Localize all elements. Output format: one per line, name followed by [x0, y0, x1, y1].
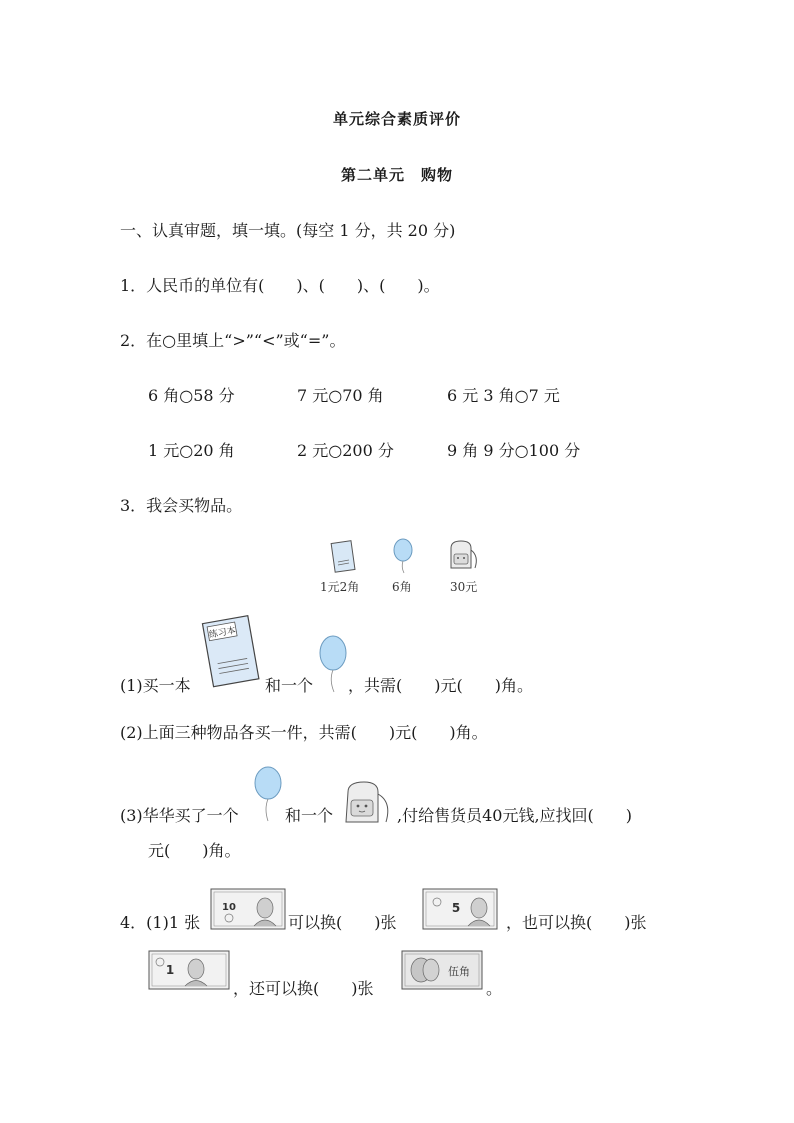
section-heading: 一、认真审题，填一填。(每空 1 分，共 20 分) [120, 221, 456, 240]
compare-item: 2 元○200 分 [297, 441, 394, 460]
q4-part1-d: ，还可以换( )张 [233, 979, 374, 998]
price-label: 6角 [392, 580, 412, 594]
compare-item: 6 元 3 角○7 元 [447, 386, 560, 405]
question-3-prompt: 3．我会买物品。 [120, 496, 243, 515]
notebook-label: 练习本 [208, 626, 237, 641]
unit-subtitle: 第二单元 购物 [340, 166, 453, 184]
q3-part3-a: (3)华华买了一个 [120, 806, 239, 825]
compare-item: 7 元○70 角 [297, 386, 384, 405]
q3-part1-b: 和一个 [265, 676, 314, 695]
q3-part3-c: ,付给售货员40元钱,应找回( ) [397, 806, 633, 825]
notebook-icon [330, 540, 356, 574]
bill-value-label: 伍角 [448, 965, 470, 978]
q4-part1-e: 。 [486, 979, 503, 998]
q3-part3-d: 元( )角。 [148, 841, 241, 860]
balloon-icon [392, 538, 414, 574]
question-1: 1．人民币的单位有( )、( )、( )。 [120, 276, 440, 295]
five-yuan-bill-icon [422, 888, 498, 930]
ten-yuan-bill-icon [210, 888, 286, 930]
q4-part1-a: 4．(1)1 张 [120, 913, 201, 932]
price-label: 30元 [450, 580, 478, 594]
bill-value-label: 1 [165, 963, 175, 977]
compare-item: 9 角 9 分○100 分 [447, 441, 581, 460]
balloon-icon [317, 634, 349, 694]
page-title: 单元综合素质评价 [332, 110, 461, 128]
backpack-icon [443, 538, 483, 574]
bill-value-label: 10 [222, 902, 236, 913]
bill-value-label: 5 [451, 901, 461, 915]
q4-part1-b: 可以换( )张 [288, 913, 397, 932]
q4-part1-c: ，也可以换( )张 [506, 913, 647, 932]
balloon-icon [252, 765, 284, 823]
question-2-prompt: 2．在○里填上“>”“<”或“=”。 [120, 331, 346, 350]
compare-item: 6 角○58 分 [148, 386, 235, 405]
one-yuan-bill-icon [148, 950, 230, 990]
q3-part3-b: 和一个 [285, 806, 334, 825]
q3-part1-a: (1)买一本 [120, 676, 191, 695]
five-jiao-bill-icon [401, 950, 483, 990]
q3-part2: (2)上面三种物品各买一件，共需( )元( )角。 [120, 723, 488, 742]
price-label: 1元2角 [320, 580, 360, 594]
compare-item: 1 元○20 角 [148, 441, 235, 460]
q3-part1-c: ，共需( )元( )角。 [348, 676, 533, 695]
notebook-icon [200, 613, 264, 691]
backpack-icon [340, 778, 396, 828]
